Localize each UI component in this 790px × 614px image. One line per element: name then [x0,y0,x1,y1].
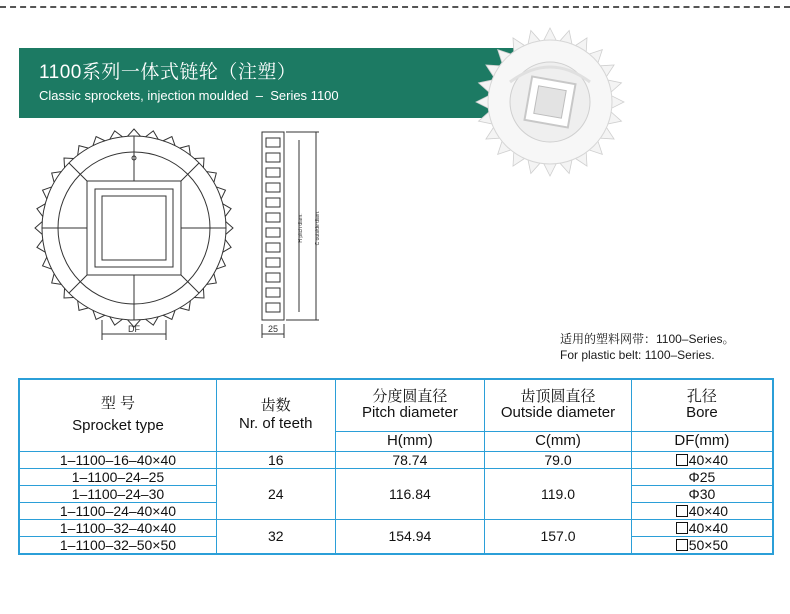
df-dimension-label: DF [128,324,140,334]
sprocket-side-view [262,132,319,338]
title-banner [19,48,539,118]
bore-cell: Φ25 [631,468,773,485]
side-slot [266,228,280,237]
outside-dimension-label: C outside diam. [315,210,321,246]
header-bore: 孔径 Bore [631,379,773,431]
pitch-cell: 154.94 [335,519,485,554]
sprocket-tooth [35,222,42,235]
square-bore-icon [676,505,688,517]
header-outside-diameter: 齿顶圆直径 Outside diameter [485,379,632,431]
sprocket-tooth [544,164,556,176]
table-header-row [19,379,773,431]
bore-cell: 40×40 [631,519,773,536]
sprocket-type-cell: 1–1100–32–50×50 [19,536,216,554]
outside-cell: 79.0 [485,451,632,468]
side-slot [266,183,280,192]
unit-bore: DF(mm) [631,431,773,451]
title-english: Classic sprockets, injection moulded – Series 1100 [39,88,339,103]
bore-cell: 40×40 [631,502,773,519]
side-slot [266,288,280,297]
width-dimension-label: 25 [267,324,279,334]
side-slot [266,153,280,162]
square-bore-icon [676,539,688,551]
note-english: For plastic belt: 1100–Series. [560,348,715,362]
pitch-cell: 78.74 [335,451,485,468]
square-bore-icon [676,454,688,466]
sprocket-spec-table [18,378,774,555]
sprocket-tooth [476,96,488,108]
pitch-cell: 116.84 [335,468,485,519]
sprocket-type-cell: 1–1100–32–40×40 [19,519,216,536]
bore-cell: 50×50 [631,536,773,554]
table-row [19,468,773,485]
header-sprocket-type: 型 号 Sprocket type [19,379,216,451]
teeth-cell: 16 [216,451,335,468]
side-slot [266,213,280,222]
sprocket-type-cell: 1–1100–24–30 [19,485,216,502]
sprocket-tooth [128,129,141,136]
sprocket-tooth [226,222,233,235]
side-slot [266,303,280,312]
table-row [19,519,773,536]
header-teeth: 齿数 Nr. of teeth [216,379,335,451]
teeth-cell: 32 [216,519,335,554]
pitch-dimension-label: H pitch diam. [298,213,304,243]
side-slot [266,168,280,177]
square-bore-icon [676,522,688,534]
side-slot [266,138,280,147]
belt-compatibility-note [560,331,735,363]
teeth-cell: 24 [216,468,335,519]
outside-cell: 157.0 [485,519,632,554]
side-slot [266,198,280,207]
table-row [19,451,773,468]
sprocket-photo [470,22,630,182]
note-chinese: 适用的塑料网带：1100–Series。 [560,332,735,346]
side-slot [266,273,280,282]
unit-outside: C(mm) [485,431,632,451]
sprocket-tooth [544,28,556,40]
unit-pitch: H(mm) [335,431,485,451]
sprocket-front-view [35,129,233,340]
sprocket-type-cell: 1–1100–24–25 [19,468,216,485]
bore-cell: Φ30 [631,485,773,502]
side-slot [266,243,280,252]
sprocket-type-cell: 1–1100–16–40×40 [19,451,216,468]
technical-drawing [34,128,354,350]
top-dashed-divider [0,6,790,8]
sprocket-tooth [612,96,624,108]
bore-cell: 40×40 [631,451,773,468]
outside-cell: 119.0 [485,468,632,519]
header-pitch-diameter: 分度圆直径 Pitch diameter [335,379,485,431]
title-chinese: 1100系列一体式链轮（注塑） [39,62,297,83]
sprocket-type-cell: 1–1100–24–40×40 [19,502,216,519]
side-slot [266,258,280,267]
